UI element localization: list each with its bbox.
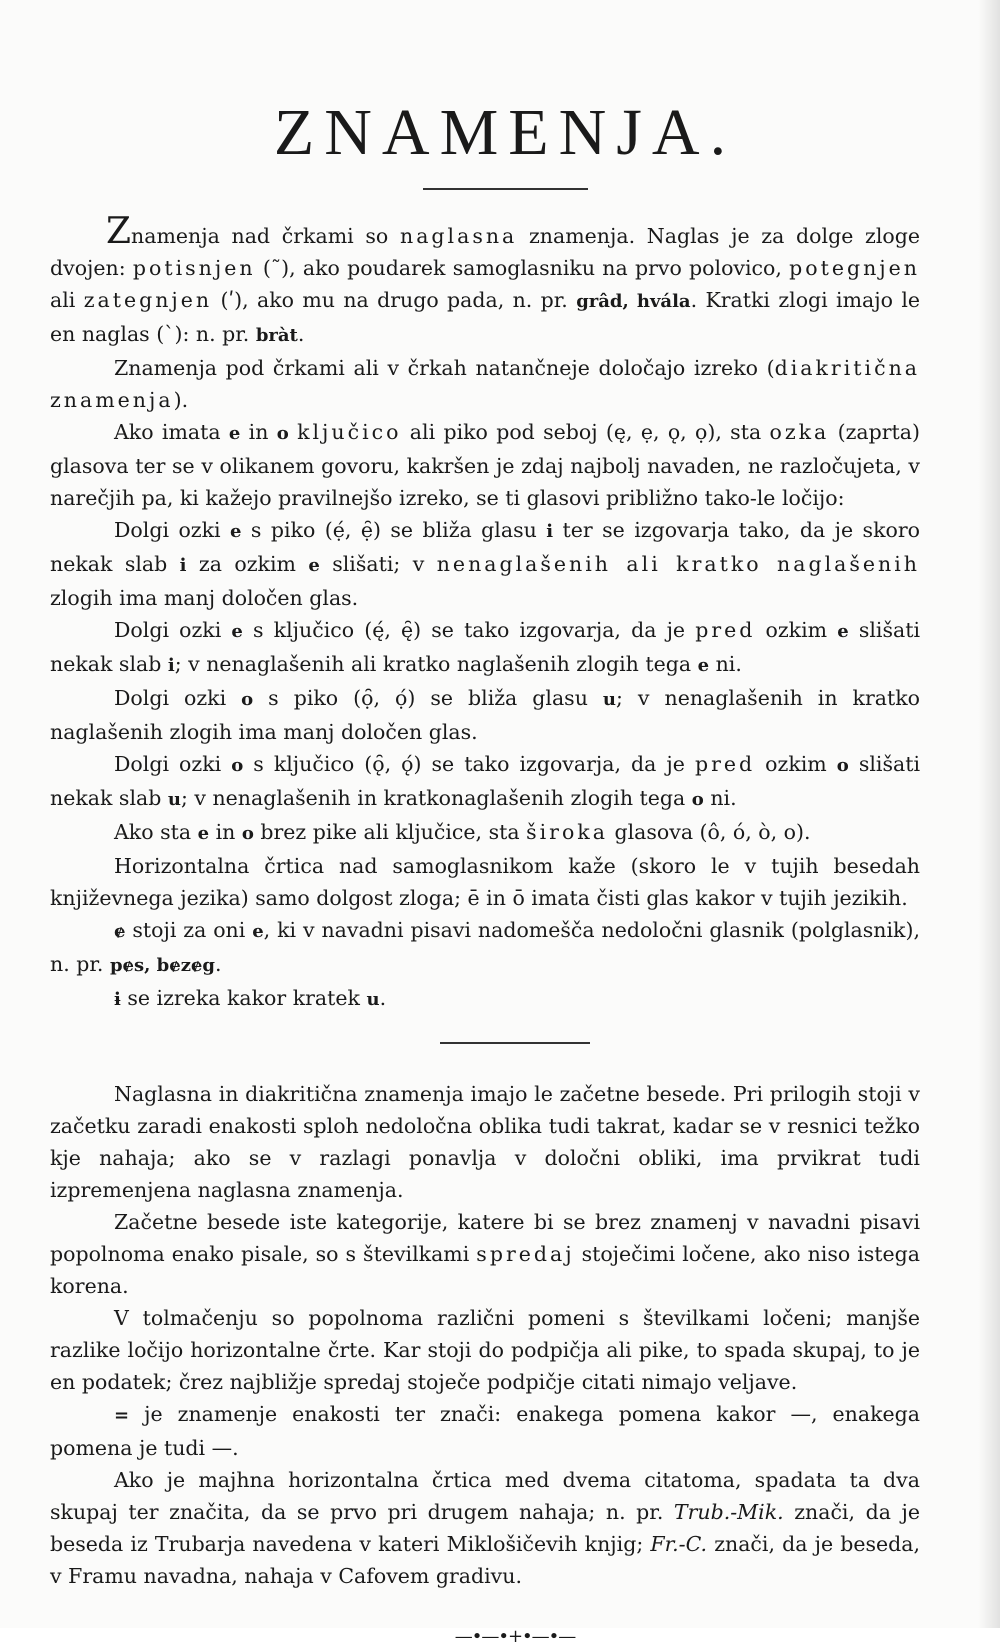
- page-title: ZNAMENJA.: [273, 96, 737, 169]
- paragraph-long-o-hook: Dolgi ozki o s ključico (ǫ̑, ǫ́) se tako izgovarja, da je pred ozkim o slišati nekak slab u; v nenaglašenih in kratkonaglašenih zlogih tega o ni.: [50, 752, 921, 810]
- paragraph-macron: Horizontalna črtica nad samoglasnikom kaže (skoro le v tujih besedah književnega jezika) samo dolgost zloga; ē in ō imata čisti glas kakor v tujih jezikih.: [50, 854, 920, 910]
- binding-shadow: [978, 0, 1000, 1628]
- paragraph-short-u: ɨ se izreka kakor kratek u.: [114, 986, 387, 1010]
- paragraph-equality-sign: = je znamenje enakosti ter znači: enakega pomena kakor —, enakega pomena je tudi —.: [50, 1402, 920, 1460]
- paragraph-citation-dash: Ako je majhna horizontalna črtica med dvema citatoma, spadata ta dva skupaj ter značita, da se prvo pri drugem nahaja; n. pr. Trub.-Mik. znači, da je beseda iz Trubarja navedena v kateri Miklošičevih knjig; Fr.-C. znači, da je beseda, v Framu navadna, nahaja v Cafovem gradivu.: [50, 1468, 921, 1588]
- paragraph-long-o-dot: Dolgi ozki o s piko (ọ̑, ọ́) se bliža glasu u; v nenaglašenih in kratko naglašenih zlogih ima manj določen glas.: [50, 686, 921, 744]
- paragraph-semivowel: ɇ stoji za oni e, ki v navadni pisavi nadomešča nedoločni glasnik (polglasnik), n. pr. pɇs, bɇzɇg.: [50, 918, 920, 976]
- section-divider: [440, 1042, 590, 1044]
- paragraph-wide-vowels: Ako sta e in o brez pike ali ključice, sta široka glasova (ô, ó, ò, o).: [114, 820, 811, 844]
- page-text: [50, 211, 921, 1592]
- paragraph-accent-marks: Znamenja nad črkami so naglasna znamenja. Naglas je za dolge zloge dvojen: potisnjen (˜), ako poudarek samoglasniku na prvo polovico, potegnjen ali zategnjen (ʹ), ako mu na drugo pada, n. pr. grâd, hvála. Kratki zlogi imajo le en naglas (ˋ): n. pr. bràt.: [50, 211, 921, 346]
- drop-cap: Z: [106, 211, 132, 252]
- paragraph-meanings: V tolmačenju so popolnoma različni pomeni s številkami ločeni; manjše razlike ločijo horizontalne črte. Kar stoji do podpičja ali pike, to spada skupaj, to je en podatek; črez najbližje spredaj stoječe podpičje citati nimajo veljave.: [50, 1306, 920, 1394]
- paragraph-narrow-vowels: Ako imata e in o ključico ali piko pod seboj (ę, ẹ, ǫ, ọ), sta ozka (zaprta) glasova ter se v olikanem govoru, kakršen je zdaj najbolj navaden, ne razločujeta, v narečjih pa, ki kažejo pravilnejšo izreko, se ti glasovi približno tako-le ločijo:: [50, 420, 920, 510]
- end-ornament: —•—•+•—•—: [454, 1626, 576, 1647]
- paragraph-initial-words: Naglasna in diakritična znamenja imajo le začetne besede. Pri prilogih stoji v začetku zaradi enakosti sploh nedoločna oblika tudi takrat, kadar se v resnici težko kje nahaja; ako se v razlagi ponavlja v določni obliki, ima prvikrat tudi izpremenjena naglasna znamenja.: [50, 1082, 920, 1202]
- paragraph-long-e-hook: Dolgi ozki e s ključico (ę́, ę̑) se tako izgovarja, da je pred ozkim e slišati nekak slab i; v nenaglašenih ali kratko naglašenih zlogih tega e ni.: [50, 618, 920, 676]
- title-rule: [423, 188, 588, 190]
- paragraph-diacritics: Znamenja pod črkami ali v črkah natančneje določajo izreko (diakritična znamenja).: [50, 356, 920, 412]
- paragraph-numbered-homographs: Začetne besede iste kategorije, katere bi se brez znamenj v navadni pisavi popolnoma enako pisale, so s številkami spredaj stoječimi ločene, ako niso istega korena.: [50, 1210, 921, 1298]
- paragraph-long-e-dot: Dolgi ozki e s piko (ẹ́, ẹ̑) se bliža glasu i ter se izgovarja tako, da je skoro nekak slab i za ozkim e slišati; v nenaglašenih ali kratko naglašenih zlogih ima manj določen glas.: [50, 518, 920, 610]
